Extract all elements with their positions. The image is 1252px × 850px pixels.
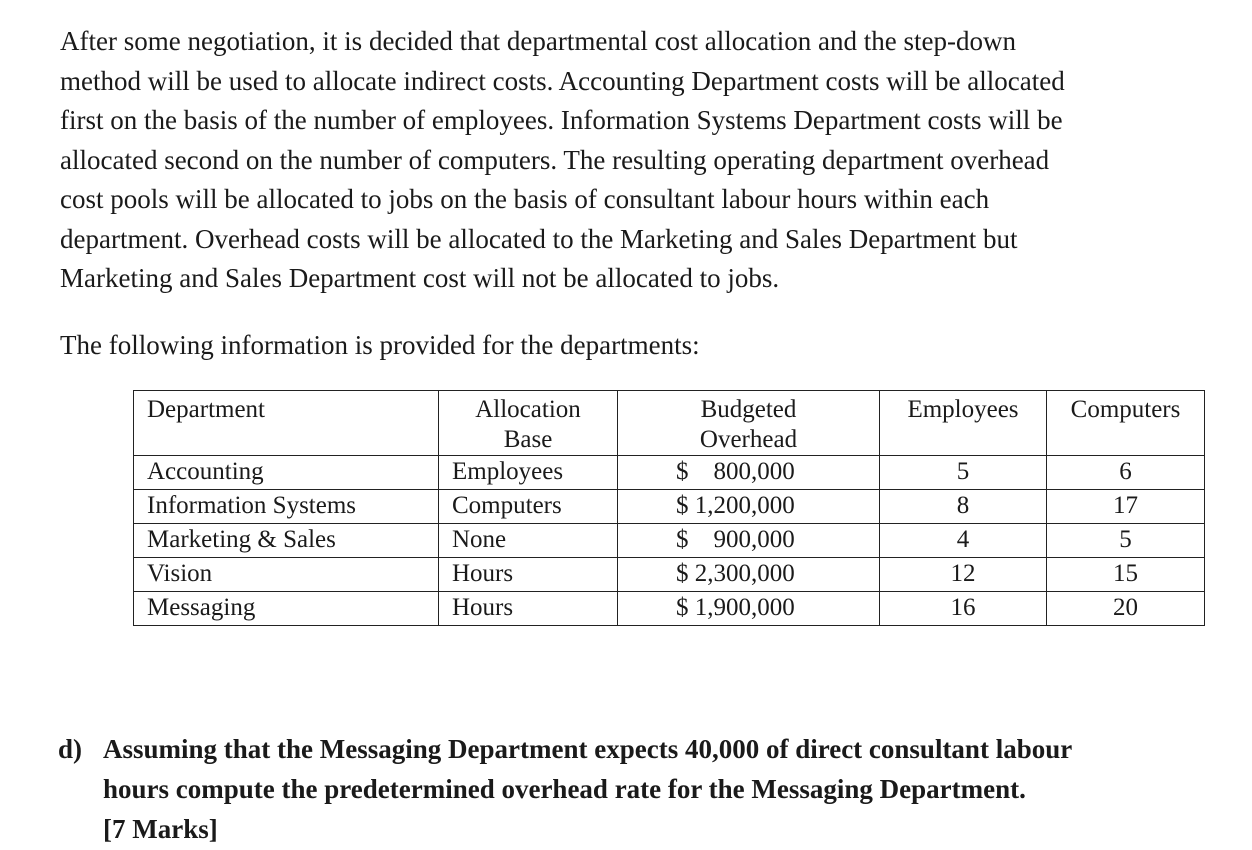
cell-department: Information Systems <box>147 492 357 519</box>
department-table <box>133 390 1205 626</box>
table-row <box>134 456 1205 490</box>
problem-paragraph <box>60 22 1220 299</box>
cell-base: Computers <box>452 492 562 519</box>
table-header-row <box>134 391 1205 456</box>
cell-base: Hours <box>452 560 514 587</box>
cell-computers: 5 <box>1047 524 1205 558</box>
cell-base: Employees <box>452 458 564 485</box>
paragraph-line: After some negotiation, it is decided that departmental cost allocation and the step-down <box>60 26 1016 56</box>
cell-overhead: $ 900,000 <box>618 524 880 558</box>
question-line: Assuming that the Messaging Department expects 40,000 of direct consultant labour <box>103 734 1073 764</box>
cell-computers: 17 <box>1047 490 1205 524</box>
question-text <box>103 729 1243 849</box>
paragraph-line: method will be used to allocate indirect costs. Accounting Department costs will be allocated <box>60 65 1065 96</box>
header-budgeted-overhead: Budgeted Overhead <box>618 391 880 456</box>
cell-base: Hours <box>452 594 514 621</box>
cell-computers: 20 <box>1047 592 1205 626</box>
cell-department: Vision <box>147 560 213 587</box>
header-department: Department <box>134 391 439 456</box>
question-line: hours compute the predetermined overhead rate for the Messaging Department. <box>103 774 1026 804</box>
table-row <box>134 592 1205 626</box>
cell-computers: 6 <box>1047 456 1205 490</box>
header-employees: Employees <box>880 391 1047 456</box>
cell-base: None <box>452 526 507 553</box>
cell-computers: 15 <box>1047 558 1205 592</box>
question-marks: [7 Marks] <box>103 814 218 844</box>
paragraph-line: Marketing and Sales Department cost will not be allocated to jobs. <box>60 263 780 293</box>
cell-employees: 4 <box>880 524 1047 558</box>
cell-department: Marketing & Sales <box>147 526 336 553</box>
header-computers: Computers <box>1047 391 1205 456</box>
cell-employees: 8 <box>880 490 1047 524</box>
table-intro: The following information is provided for the departments: <box>60 330 700 360</box>
cell-employees: 12 <box>880 558 1047 592</box>
cell-department: Messaging <box>147 594 256 621</box>
paragraph-line: first on the basis of the number of employees. Information Systems Department costs will be <box>60 105 1063 135</box>
question-label: d) <box>58 734 83 764</box>
paragraph-line: cost pools will be allocated to jobs on the basis of consultant labour hours within each <box>60 184 990 214</box>
paragraph-line: allocated second on the number of computers. The resulting operating department overhead <box>60 144 1050 175</box>
table-row <box>134 490 1205 524</box>
table-row <box>134 524 1205 558</box>
cell-department: Accounting <box>147 458 264 485</box>
cell-employees: 5 <box>880 456 1047 490</box>
cell-overhead: $ 800,000 <box>618 456 880 490</box>
header-allocation-base: Allocation Base <box>439 391 618 456</box>
cell-overhead: $ 1,900,000 <box>618 592 880 626</box>
cell-employees: 16 <box>880 592 1047 626</box>
paragraph-line: department. Overhead costs will be allocated to the Marketing and Sales Department but <box>60 223 1018 254</box>
table-row <box>134 558 1205 592</box>
cell-overhead: $ 2,300,000 <box>618 558 880 592</box>
cell-overhead: $ 1,200,000 <box>618 490 880 524</box>
